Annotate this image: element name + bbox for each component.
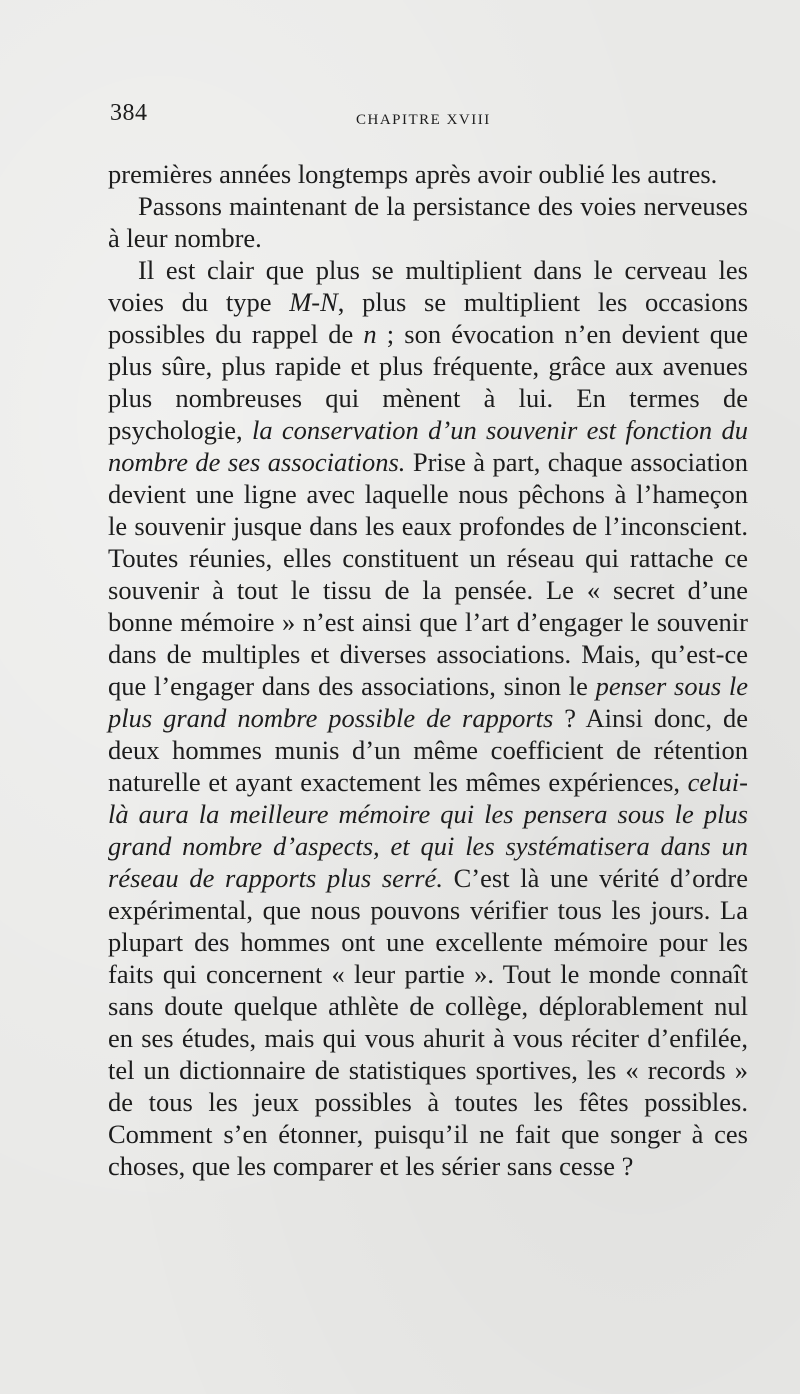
page-number: 384 [110,100,148,126]
italic-run: la conservation d’un souvenir est fonction du nombre de ses associations. [108,415,748,477]
paragraph-continuation [108,158,748,190]
running-head: CHAPITRE XVIII [356,112,491,128]
italic-run: penser sous le plus grand nombre possible de rapports [108,671,749,733]
italic-run: M-N [289,287,338,317]
italic-run: n [363,319,377,349]
text-run: ? Ainsi donc, de deux hommes munis d’un même coefficient de rétention naturelle et ayant exactement les mêmes expériences, [108,703,748,797]
text-run: Passons maintenant de la persistance des voies nerveuses à leur nombre. [108,191,748,253]
page-header [110,100,750,136]
text-run: C’est là une vérité d’ordre expérimental, que nous pouvons vérifier tous les jours. La plupart des hommes ont une excellente mémoire pour les faits qui concernent « leur partie ». Tout le monde connaît sans doute quelque athlète de collège, déplorablement nul en ses études, mais qui vous ahurit à vous réciter d’enfilée, tel un dictionnaire de statistiques sportives, les « records » de tous les jeux possibles à toutes les fêtes possibles. Comment s’en étonner, puisqu’il ne fait que songer à ces choses, que les comparer et les sérier sans cesse ? [108,863,748,1181]
text-run: , plus se multiplient les occasions possibles du rappel de [108,287,749,349]
text-run: premières années longtemps après avoir oublié les autres. [108,159,718,189]
italic-run: celui-là aura la meilleure mémoire qui les pensera sous le plus grand nombre d’aspects, et qui les systématisera dans un réseau de rapports plus serré. [108,767,748,893]
body-text [108,158,748,1182]
text-run: ; son évocation n’en devient que plus sûre, plus rapide et plus fréquente, grâce aux avenues plus nombreuses qui mènent à lui. En termes de psychologie, [108,319,748,445]
paragraph [108,190,748,254]
text-run: Il est clair que plus se multiplient dans le cerveau les voies du type [108,255,748,317]
text-run: Prise à part, chaque association devient une ligne avec laquelle nous pêchons à l’hameçon le souvenir jusque dans les eaux profondes de l’inconscient. Toutes réunies, elles constituent un réseau qui rattache ce souvenir à tout le tissu de la pensée. Le « secret d’une bonne mémoire » n’est ainsi que l’art d’engager le souvenir dans de multiples et diverses associations. Mais, qu’est-ce que l’engager dans des associations, sinon le [108,447,748,701]
paragraph [108,254,748,1182]
